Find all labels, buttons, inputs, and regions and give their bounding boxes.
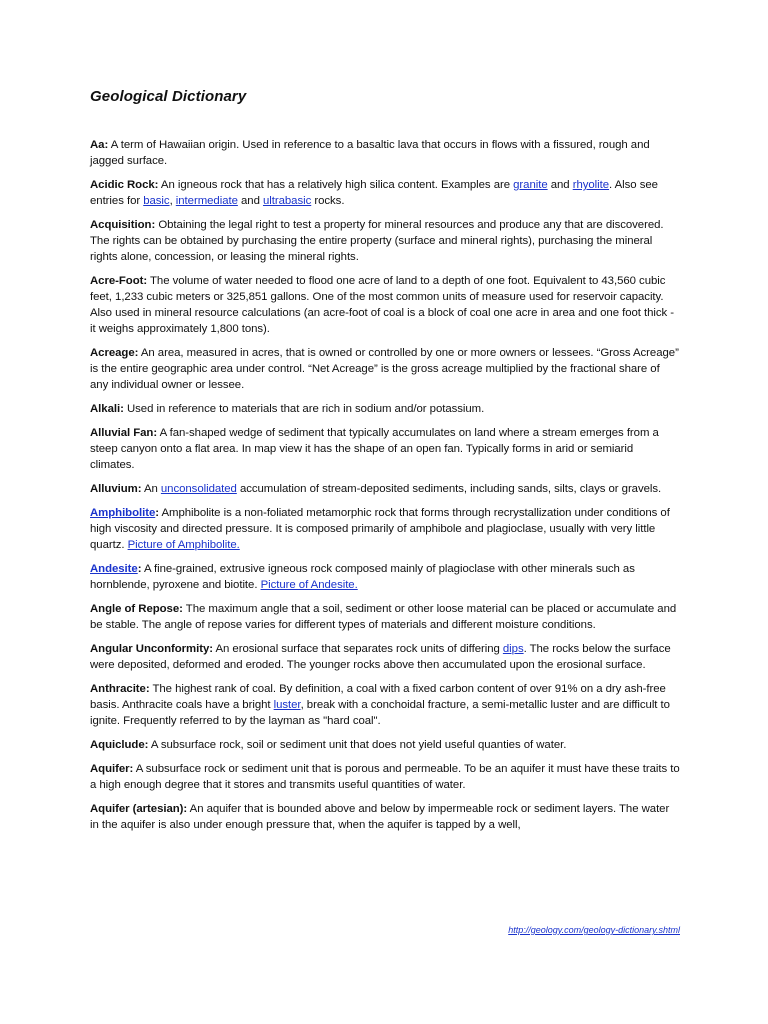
term-link[interactable]: Andesite	[90, 563, 138, 575]
dictionary-entry	[90, 761, 680, 793]
definition-text: A subsurface rock, soil or sediment unit that does not yield useful quanties of water.	[148, 739, 567, 751]
definition-text: The maximum angle that a soil, sediment or other loose material can be placed or accumulate and be stable. The angle of repose varies for different types of materials and different moisture conditions.	[90, 603, 677, 631]
term-heading: Acquisition:	[90, 219, 156, 231]
term-heading: Angular Unconformity:	[90, 643, 213, 655]
term-heading: Aa:	[90, 139, 109, 151]
dictionary-entry	[90, 425, 680, 473]
cross-reference-link[interactable]: granite	[513, 179, 548, 191]
dictionary-entry	[90, 345, 680, 393]
dictionary-entry	[90, 681, 680, 729]
term-heading: Acreage:	[90, 347, 139, 359]
definition-text: accumulation of stream-deposited sediments, including sands, silts, clays or gravels.	[236, 483, 662, 495]
term-heading: Alluvium:	[90, 483, 142, 495]
term-heading: Aquiclude:	[90, 739, 149, 751]
definition-text: . Also see entries for	[90, 179, 658, 207]
cross-reference-link[interactable]: basic	[143, 195, 170, 207]
dictionary-entry	[90, 561, 680, 593]
definition-text: An igneous rock that has a relatively high silica content. Examples are	[158, 179, 514, 191]
definition-text: An erosional surface that separates rock units of differing	[212, 643, 503, 655]
term-heading: Angle of Repose:	[90, 603, 183, 615]
dictionary-entry	[90, 137, 680, 169]
cross-reference-link[interactable]: ultrabasic	[262, 195, 312, 207]
term-suffix: :	[137, 563, 142, 575]
term-heading: Anthracite:	[90, 683, 150, 695]
definition-text: The highest rank of coal. By definition, a coal with a fixed carbon content of over 91% on a dry ash-free basis. Anthracite coals have a bright	[90, 683, 666, 711]
cross-reference-link[interactable]: Picture of Andesite.	[260, 579, 358, 591]
document-page	[90, 0, 680, 1024]
cross-reference-link[interactable]: dips	[502, 643, 524, 655]
term-suffix: :	[155, 507, 160, 519]
definition-text: Used in reference to materials that are rich in sodium and/or potassium.	[123, 403, 485, 415]
definition-text: A fan-shaped wedge of sediment that typically accumulates on land where a stream emerges from a steep canyon onto a flat area. In map view it has the shape of an open fan. Typically forms in arid or semiarid climates.	[90, 427, 659, 471]
definition-text: A term of Hawaiian origin. Used in reference to a basaltic lava that occurs in flows with a fissured, rough and jagged surface.	[90, 139, 650, 167]
term-heading: Acidic Rock:	[90, 179, 159, 191]
dictionary-entry	[90, 737, 680, 753]
definition-text: rocks.	[311, 195, 345, 207]
definition-text: and	[237, 195, 263, 207]
cross-reference-link[interactable]: rhyolite	[572, 179, 610, 191]
term-heading: Alkali:	[90, 403, 124, 415]
definition-text: . The rocks below the surface were deposited, deformed and eroded. The younger rocks above then accumulated upon the erosional surface.	[90, 643, 671, 671]
term-heading: Aquifer:	[90, 763, 134, 775]
definition-text: An area, measured in acres, that is owned or controlled by one or more owners or lessees. “Gross Acreage” is the entire geographic area under control. “Net Acreage” is the gross acreage multiplied by the fractional share of any individual owner or lessee.	[90, 347, 679, 391]
dictionary-entry	[90, 505, 680, 553]
definition-text: A subsurface rock or sediment unit that is porous and permeable. To be an aquifer it must have these traits to a high enough degree that it stores and transmits useful quantities of water.	[90, 763, 680, 791]
term-heading: Acre-Foot:	[90, 275, 148, 287]
dictionary-entry	[90, 481, 680, 497]
term-heading: Alluvial Fan:	[90, 427, 158, 439]
definition-text: ,	[169, 195, 176, 207]
definition-text: An	[141, 483, 161, 495]
term-link[interactable]: Amphibolite	[90, 507, 156, 519]
dictionary-entry	[90, 177, 680, 209]
dictionary-entry	[90, 217, 680, 265]
definition-text: Amphibolite is a non-foliated metamorphic rock that forms through recrystallization under conditions of high viscosity and directed pressure. It is composed primarily of amphibole and plagioclase, usually with very little quartz.	[90, 507, 670, 551]
cross-reference-link[interactable]: unconsolidated	[160, 483, 237, 495]
page-title: Geological Dictionary	[90, 88, 247, 105]
definition-text: A fine-grained, extrusive igneous rock composed mainly of plagioclase with other minerals such as hornblende, pyroxene and biotite.	[90, 563, 635, 591]
dictionary-entries	[90, 137, 680, 841]
term-heading: Aquifer (artesian):	[90, 803, 188, 815]
cross-reference-link[interactable]: Picture of Amphibolite.	[127, 539, 240, 551]
definition-text: , break with a conchoidal fracture, a semi-metallic luster and are difficult to ignite. Frequently referred to by the layman as "hard coal".	[90, 699, 670, 727]
dictionary-entry	[90, 401, 680, 417]
definition-text: and	[547, 179, 573, 191]
cross-reference-link[interactable]: luster	[273, 699, 301, 711]
source-url-link[interactable]: http://geology.com/geology-dictionary.shtml	[508, 925, 680, 935]
cross-reference-link[interactable]: intermediate	[175, 195, 238, 207]
dictionary-entry	[90, 801, 680, 833]
dictionary-entry	[90, 641, 680, 673]
dictionary-entry	[90, 601, 680, 633]
definition-text: An aquifer that is bounded above and below by impermeable rock or sediment layers. The water in the aquifer is also under enough pressure that, when the aquifer is tapped by a well,	[90, 803, 670, 831]
definition-text: Obtaining the legal right to test a property for mineral resources and produce any that are discovered. The rights can be obtained by purchasing the entire property (surface and mineral rights), purchasing the mineral rights alone, concession, or leasing the mineral rights.	[90, 219, 664, 263]
dictionary-entry	[90, 273, 680, 337]
definition-text: The volume of water needed to flood one acre of land to a depth of one foot. Equivalent to 43,560 cubic feet, 1,233 cubic meters or 325,851 gallons. One of the most common units of measure used for reservoir capacity. Also used in mineral resource calculations (an acre-foot of coal is a block of coal one acre in area and one foot thick - it weighs approximately 1,800 tons).	[90, 275, 675, 335]
